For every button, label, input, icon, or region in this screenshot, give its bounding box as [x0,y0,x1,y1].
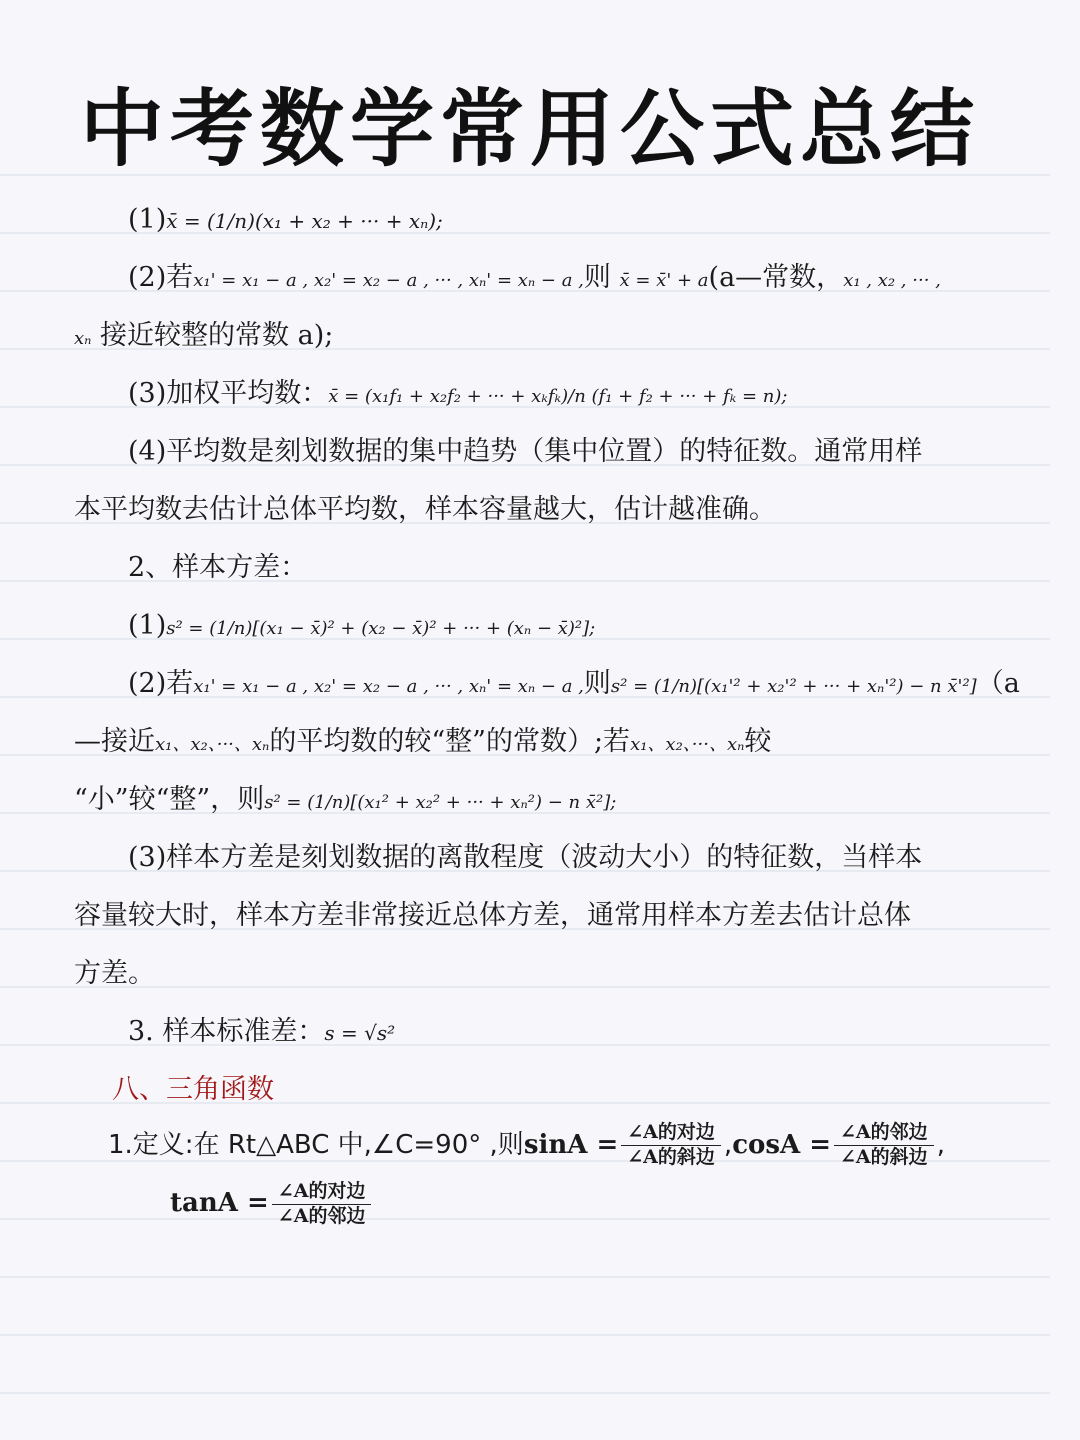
mean-item-2-cont [0,316,1080,359]
variance-item-1 [0,606,1080,649]
trig-definition-prefix: 1.定义:在 Rt△ABC 中,∠C=90° ,则 [108,1130,524,1160]
cos-label: cosA = [732,1130,832,1160]
variance-item-2 [0,664,1080,707]
variance-item-3-line-3: 方差。 [74,958,155,989]
tan-denominator: ∠A的邻边 [277,1204,366,1227]
cos-denominator: ∠A的斜边 [840,1146,928,1168]
mean-item-4-line-1: (4)平均数是刻划数据的集中趋势（集中位置）的特征数。通常用样 [128,436,923,467]
mean-item-3 [0,374,1080,417]
variance-item-2-formula-c: s² = (1/n)[(x₁² + x₂² + ··· + xₙ²) − n x̄²]; [264,792,617,813]
tan-fraction [272,1179,372,1227]
mean-item-2-note: (a—常数， [708,262,844,293]
variance-item-2-text-c: 较 [744,726,772,757]
variance-item-1-formula: s² = (1/n)[(x₁ − x̄)² + (x₂ − x̄)² + ··· + (xₙ − x̄)²]; [166,618,596,639]
variance-item-2-then: 则 [583,668,611,699]
variance-item-2-formula-b: s² = (1/n)[(x₁'² + x₂'² + ··· + xₙ'²) − n x̄'²] [610,676,977,697]
mean-item-2 [0,258,1080,301]
sin-numerator: ∠A的对边 [621,1123,721,1146]
variance-item-2-note: （a [976,668,1020,699]
mean-item-1-prefix: (1) [128,204,167,235]
variance-item-3-line-2: 容量较大时，样本方差非常接近总体方差，通常用样本方差去估计总体 [74,900,911,931]
mean-item-2-formula-a: x₁' = x₁ − a , x₂' = x₂ − a , ··· , xₙ' = xₙ − a , [193,270,584,291]
trig-separator: , [723,1130,733,1160]
tan-label: tanA = [170,1188,269,1218]
mean-item-4-line-2: 本平均数去估计总体平均数，样本容量越大，估计越准确。 [74,494,776,525]
mean-item-2-var-xn: xₙ [74,328,92,349]
variance-item-2-prefix: (2)若 [128,668,194,699]
mean-item-3-prefix: (3)加权平均数： [128,378,329,409]
mean-item-2-note-vars: x₁ , x₂ , ··· , [843,270,941,291]
sin-fraction [621,1123,721,1168]
variance-item-3-line-1: (3)样本方差是刻划数据的离散程度（波动大小）的特征数，当样本 [128,842,923,873]
page-title: 中考数学常用公式总结 [80,80,981,178]
variance-item-2-line-2 [0,722,1080,765]
sin-label: sinA = [523,1130,619,1160]
trig-heading: 八、三角函数 [112,1074,274,1105]
mean-item-2-formula-b: x̄ = x̄' + a [619,270,709,291]
stddev-heading: 3. 样本标准差： [128,1016,325,1047]
variance-item-2-vars: x₁、x₂、···、xₙ [155,734,270,755]
variance-item-2-text-b: 的平均数的较“整”的常数）;若 [269,726,631,757]
sin-denominator: ∠A的斜边 [627,1146,715,1168]
stddev-formula: s = √s² [324,1021,396,1045]
variance-item-2-text-d: “小”较“整”，则 [74,784,265,815]
mean-item-2-then: 则 [583,262,611,293]
variance-item-2-vars-2: x₁、x₂、···、xₙ [630,734,745,755]
trig-tail: , [936,1130,945,1160]
variance-item-2-line-3 [0,780,1080,823]
mean-item-1 [0,200,1080,241]
mean-item-2-note-b: 接近较整的常数 a); [100,320,334,351]
trig-definition [0,1118,1080,1172]
variance-item-2-formula-a: x₁' = x₁ − a , x₂' = x₂ − a , ··· , xₙ' = xₙ − a , [193,676,584,697]
variance-item-2-text-a: —接近 [74,726,155,757]
variance-heading: 2、样本方差： [128,552,308,583]
cos-fraction [834,1123,934,1168]
mean-item-3-formula: x̄ = (x₁f₁ + x₂f₂ + ··· + xₖfₖ)/n (f₁ + f₂ + ··· + fₖ = n); [328,386,788,407]
stddev [0,1012,1080,1053]
mean-item-1-formula: x̄ = (1/n)(x₁ + x₂ + ··· + xₙ); [166,209,443,233]
tan-numerator: ∠A的对边 [272,1182,372,1205]
mean-item-2-prefix: (2)若 [128,262,194,293]
cos-numerator: ∠A的邻边 [834,1123,934,1146]
variance-item-1-prefix: (1) [128,610,167,641]
trig-tan [0,1176,1080,1230]
